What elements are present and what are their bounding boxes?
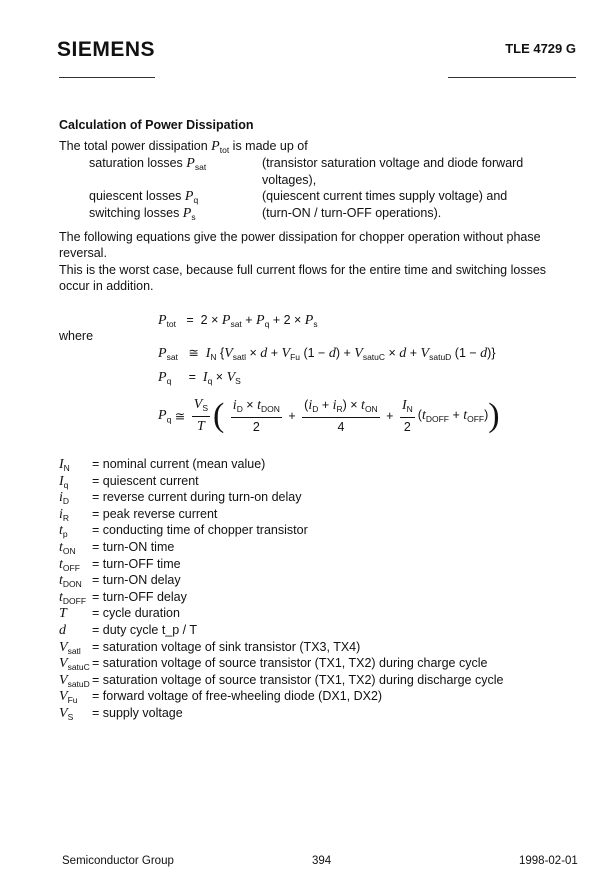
definition-text: = peak reverse current (92, 507, 218, 521)
definition-symbol: $V_{satuD}$ (59, 673, 90, 689)
definition-symbol: $V_S$ (59, 706, 74, 722)
definition-text: = turn-ON delay (92, 573, 181, 587)
definition-symbol: $t_{DOFF}$ (59, 590, 87, 606)
definition-text: = duty cycle t_p / T (92, 623, 198, 637)
definition-text: = turn-OFF time (92, 557, 181, 571)
footer-page-number: 394 (312, 855, 332, 867)
definition-symbol: $i_R$ (59, 507, 70, 523)
intro-symbol: P (211, 139, 220, 154)
definition-text: = quiescent current (92, 474, 199, 488)
header-rule-left (59, 77, 155, 78)
definition-text: = cycle duration (92, 606, 180, 620)
definition-text: = turn-ON time (92, 540, 175, 554)
where-label: where (59, 329, 94, 343)
definition-symbol: $V_{satuC}$ (59, 656, 90, 672)
intro-line (59, 139, 308, 155)
intro-symbol-sub: tot (219, 145, 230, 155)
paragraph-1-line-2: reversal. (59, 246, 107, 260)
definition-text: = forward voltage of free-wheeling diode (DX1, DX2) (92, 689, 383, 703)
footer-date: 1998-02-01 (519, 855, 578, 867)
definition-symbol: $t_p$ (59, 523, 68, 539)
equation-ptot: $P_{tot} = 2 \times P_{sat} + P_q + 2 \times P_s$ (158, 313, 318, 329)
header-rule-right (448, 77, 576, 78)
intro-text-post: is made up of (229, 139, 308, 153)
loss-label-quiescent: quiescent losses $P_q$ (89, 189, 199, 205)
document-id: TLE 4729 G (505, 41, 576, 56)
loss-desc-quiescent: (quiescent current times supply voltage) and (262, 189, 508, 203)
definition-symbol: $I_q$ (59, 474, 69, 490)
intro-text-pre: The total power dissipation (59, 139, 212, 153)
loss-desc-saturation-cont: voltages), (262, 173, 317, 187)
loss-label-saturation: saturation losses $P_{sat}$ (89, 156, 207, 172)
definition-symbol: $t_{DON}$ (59, 573, 82, 589)
definition-symbol: $V_{Fu}$ (59, 689, 78, 705)
definition-symbol: $V_{satl}$ (59, 640, 81, 656)
definition-text: = conducting time of chopper transistor (92, 523, 308, 537)
definition-symbol: T (59, 606, 67, 621)
definition-symbol: $t_{ON}$ (59, 540, 76, 556)
definition-text: = saturation voltage of source transistor (TX1, TX2) during discharge cycle (92, 673, 504, 687)
definition-symbol: d (59, 623, 66, 638)
definition-text: = saturation voltage of source transistor (TX1, TX2) during charge cycle (92, 656, 488, 670)
section-heading: Calculation of Power Dissipation (59, 118, 254, 132)
loss-desc-switching: (turn-ON / turn-OFF operations). (262, 206, 442, 220)
equation-ps: $P_q$ ≅ $\frac{V_S}{T}$ ( $\frac{i_D \times t_{DON}}{2}$ + $\frac{(i_D + i_R) \times t_{ON}}{4}$ + $\frac{I_N}{2}$ $(t_{DOFF} + t_{OFF})$) (158, 397, 500, 434)
loss-label-switching: switching losses $P_s$ (89, 206, 196, 222)
definition-symbol: $I_N$ (59, 457, 70, 473)
paragraph-2-line-2: occur in addition. (59, 279, 154, 293)
siemens-logo: SIEMENS (57, 38, 156, 61)
footer-publisher: Semiconductor Group (62, 855, 174, 867)
equation-pq: $P_q$ = $I_q \times V_S$ (158, 370, 241, 386)
definition-text: = reverse current during turn-on delay (92, 490, 302, 504)
loss-desc-saturation: (transistor saturation voltage and diode forward (262, 156, 524, 170)
definition-text: = nominal current (mean value) (92, 457, 266, 471)
definition-text: = saturation voltage of sink transistor (TX3, TX4) (92, 640, 361, 654)
definition-symbol: $t_{OFF}$ (59, 557, 80, 573)
equation-psat: $P_{sat}$ ≅ $I_N$ {$V_{satl} \times d + V_{Fu}$ $(1 - d) + V_{satuC} \times d + V_{satuD}$ (1 − d)} (158, 346, 496, 362)
paragraph-1-line-1: The following equations give the power dissipation for chopper operation without phase (59, 230, 541, 244)
definition-symbol: $i_D$ (59, 490, 70, 506)
definition-text: = supply voltage (92, 706, 183, 720)
paragraph-2-line-1: This is the worst case, because full current flows for the entire time and switching losses (59, 263, 547, 277)
definition-text: = turn-OFF delay (92, 590, 187, 604)
